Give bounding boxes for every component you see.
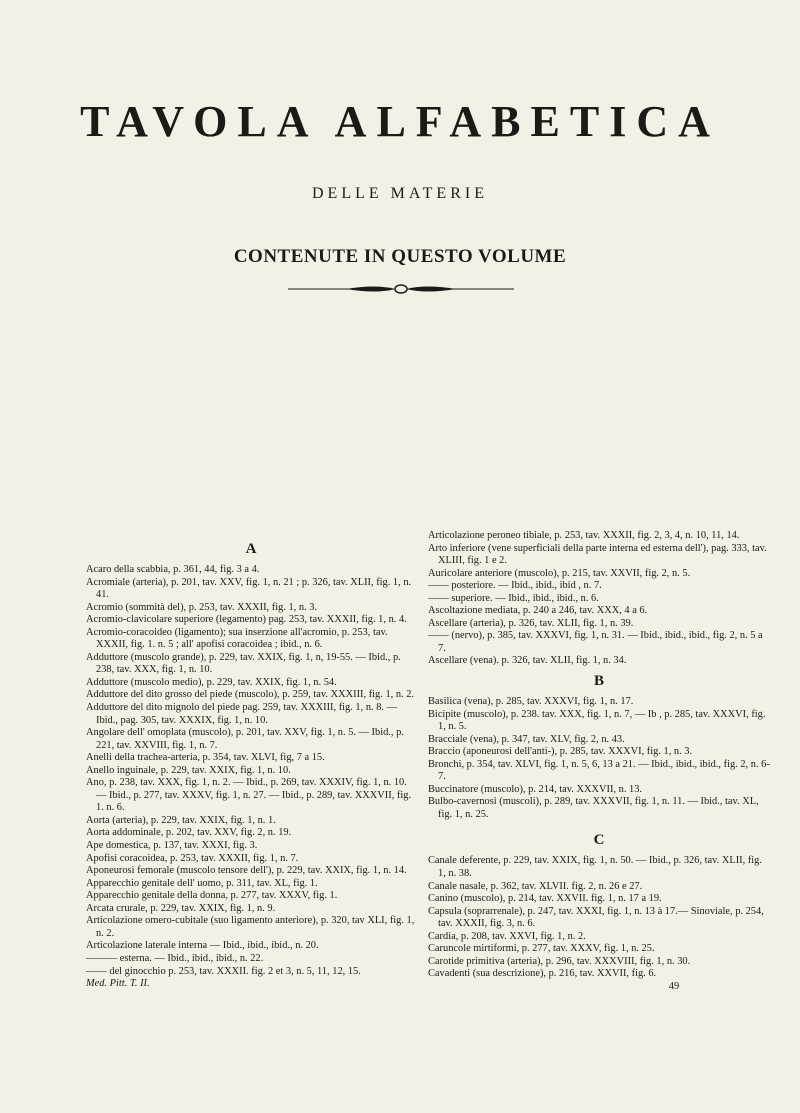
section-heading-a: A (245, 541, 257, 557)
volume-heading: CONTENUTE IN QUESTO VOLUME (233, 246, 567, 267)
signature-mark: Med. Pitt. T. II. (86, 978, 150, 990)
index-entry: Acromio-coracoideo (ligamento); sua inserzione all'acromio, p. 253, tav. XXXII, fig. 1. n. 5 ; all' apofisi coracoidea ; ibid., n. 6. (86, 626, 388, 651)
b-entries-list (428, 696, 770, 821)
index-entry: Braccio (aponeurosi dell'anti-), p. 285, tav. XXXVI, fig. 1, n. 3. (428, 746, 693, 758)
section-heading-c: C (593, 832, 605, 849)
page-title: TAVOLA ALFABETICA (80, 97, 720, 146)
index-entry: Adduttore (muscolo grande), p. 229, tav. XXIX, fig. 1, n, 19-55. — Ibid., p. 238, tav. XXX, fig. 1, n. 10. (86, 651, 401, 676)
index-entry: Cavadenti (sua descrizione), p. 216, tav. XXVII, fig. 6. (428, 968, 657, 980)
index-entry: Aorta addominale, p. 202, tav. XXV, fig. 2, n. 19. (86, 827, 292, 839)
index-entry: Apparecchio genitale dell' uomo, p. 311, tav. XL, fig. 1. (86, 877, 318, 889)
index-entry: Angolare dell' omoplata (muscolo), p. 201, tav. XXV, fig. 1, n. 5. — Ibid., p. 221, tav. XXVIII, fig. 1, n. 7. (86, 727, 404, 751)
index-entry: Canale nasale, p. 362, tav. XLVII. fig. 2, n. 26 e 27. (428, 880, 643, 892)
index-entry: Acromiale (arteria), p. 201, tav. XXV, fig. 1, n. 21 ; p. 326, tav. XLII, fig. 1, n. 41. (86, 576, 412, 601)
index-entry: Capsula (soprarrenale), p. 247, tav. XXXI, fig. 1, n. 13 à 17.— Sinoviale, p. 254, tav. XXXII, fig. 3, n. 6. (428, 905, 764, 930)
index-entry: Arto inferiore (vene superficiali della parte interna ed esterna dell'), pag. 333, tav. XLIII, fig. 1 e 2. (428, 542, 767, 567)
c-entries-list (428, 855, 770, 980)
right-entries-list (428, 530, 770, 668)
ornament-divider (286, 280, 516, 298)
index-entry: Adduttore del dito mignolo del piede pag. 259, tav. XXXIII, fig. 1, n. 8. — Ibid., pag. 305, tav. XXXIX, fig. 1, n. 10. (86, 702, 397, 726)
index-entry: Adduttore del dito grosso del piede (muscolo), p. 259, tav. XXXIII, fig. 1, n. 2. (86, 689, 415, 701)
index-entry: Articolazione peroneo tibiale, p. 253, tav. XXXII, fig. 2, 3, 4, n. 10, 11, 14. (428, 530, 740, 541)
index-entry: Ascoltazione mediata, p. 240 a 246, tav. XXX, 4 a 6. (428, 605, 648, 617)
index-entry: Bulbo-cavernosi (muscoli), p. 289, tav. XXXVII, fig. 1, n. 11. — Ibid., tav. XL, fig. 1, n. 25. (428, 796, 759, 820)
index-entry: Cardia, p. 208, tav. XXVI, fig. 1, n. 2. (428, 930, 586, 942)
index-entry: Bronchi, p. 354, tav. XLVI, fig. 1, n. 5, 6, 13 a 21. — Ibid., ibid., ibid., fig. 2, n. 6-7. (428, 758, 770, 783)
page-number: 49 (668, 980, 680, 992)
index-entry: —— superiore. — Ibid., ibid., ibid., n. 6. (428, 592, 599, 604)
index-entry: Acromio-clavicolare superiore (legamento) pag. 253, tav. XXXII, fig. 1, n. 4. (86, 614, 407, 626)
section-heading-b: B (593, 673, 604, 690)
index-entry: —— (nervo), p. 385, tav. XXXVI, fig. 1, n. 31. — Ibid., ibid., ibid., fig. 2, n. 5 a 7. (428, 630, 763, 654)
index-entry: Apofisi coracoidea, p. 253, tav. XXXII, fig. 1, n. 7. (86, 852, 299, 864)
index-entry: Buccinatore (muscolo), p. 214, tav. XXXVII, n. 13. (428, 783, 643, 795)
index-entry: Bicipite (muscolo), p. 238. tav. XXX, fig. 1, n. 7, — Ib , p. 285, tav. XXXVI, fig. 1, n. 5. (428, 708, 766, 733)
index-entry: Arcata crurale, p. 229, tav. XXIX, fig. 1, n. 9. (86, 902, 276, 914)
index-entry: Canino (muscolo), p. 214, tav. XXVII. fig. 1, n. 17 a 19. (428, 893, 662, 905)
index-entry: Acromio (sommità del), p. 253, tav. XXXII, fig. 1, n. 3. (86, 601, 318, 613)
index-entry: Caruncole mirtiformi, p. 277, tav. XXXV, fig. 1, n. 25. (428, 943, 655, 955)
index-entry: Basilica (vena), p. 285, tav. XXXVI, fig. 1, n. 17. (428, 696, 634, 708)
index-entry: Aorta (arteria), p. 229, tav. XXIX, fig. 1, n. 1. (86, 814, 276, 826)
index-entry: Adduttore (muscolo medio), p. 229, tav. XXIX, fig. 1, n. 54. (86, 676, 337, 688)
index-entry: Ape domestica, p. 137, tav. XXXI, fig. 3. (86, 840, 258, 852)
right-column (428, 530, 770, 994)
index-entry: —— del ginocchio p. 253, tav. XXXII. fig. 2 et 3, n. 5, 11, 12, 15. (86, 965, 361, 977)
index-entry: Anelli della trachea-arteria, p. 354, tav. XLVI, fig, 7 a 15. (86, 752, 325, 764)
index-entry: Anello inguinale, p. 229, tav. XXIX, fig. 1, n. 10. (86, 764, 291, 776)
left-entries-list (86, 564, 416, 978)
index-entry: —— posteriore. — Ibid., ibid., ibid , n. 7. (428, 580, 602, 592)
index-entry: ——— esterna. — Ibid., ibid., ibid., n. 22. (86, 952, 264, 964)
index-entry: Ascellare (vena). p. 326, tav. XLII, fig. 1, n. 34. (428, 655, 627, 667)
index-entry: Acaro della scabbia, p. 361, 44, fig. 3 a 4. (86, 564, 260, 575)
index-entry: Bracciale (vena), p. 347, tav. XLV, fig. 2, n. 43. (428, 733, 625, 745)
index-entry: Aponeurosi femorale (muscolo tensore dell'), p. 229, tav. XXIX, fig. 1, n. 14. (86, 865, 407, 877)
index-entry: Ascellare (arteria), p. 326, tav. XLII, fig. 1, n. 39. (428, 617, 634, 629)
page-subtitle: DELLE MATERIE (312, 185, 488, 202)
index-entry: Canale deferente, p. 229, tav. XXIX, fig. 1, n. 50. — Ibid., p. 326, tav. XLII, fig. 1, n. 38. (428, 855, 762, 880)
index-entry: Ano, p. 238, tav. XXX, fig. 1, n. 2. — Ibid., p. 269, tav. XXXIV, fig. 1, n. 10. — Ibid., p. 277, tav. XXXV, fig. 1, n. 27. — Ibid., p. 289, tav. XXXVII, fig. 1. n. 6. (86, 777, 412, 814)
left-column (86, 540, 416, 991)
index-entry: Apparecchio genitale della donna, p. 277, tav. XXXV, fig. 1. (86, 890, 338, 902)
index-entry: Carotide primitiva (arteria), p. 296, tav. XXXVIII, fig. 1, n. 30. (428, 955, 691, 967)
index-entry: Articolazione omero-cubitale (suo ligamento anteriore), p. 320, tav XLI, fig. 1, n. 2. (86, 915, 415, 939)
index-entry: Articolazione laterale interna — Ibid., ibid., ibid., n. 20. (86, 940, 319, 952)
index-entry: Auricolare anteriore (muscolo), p. 215, tav. XXVII, fig. 2, n. 5. (428, 567, 691, 579)
